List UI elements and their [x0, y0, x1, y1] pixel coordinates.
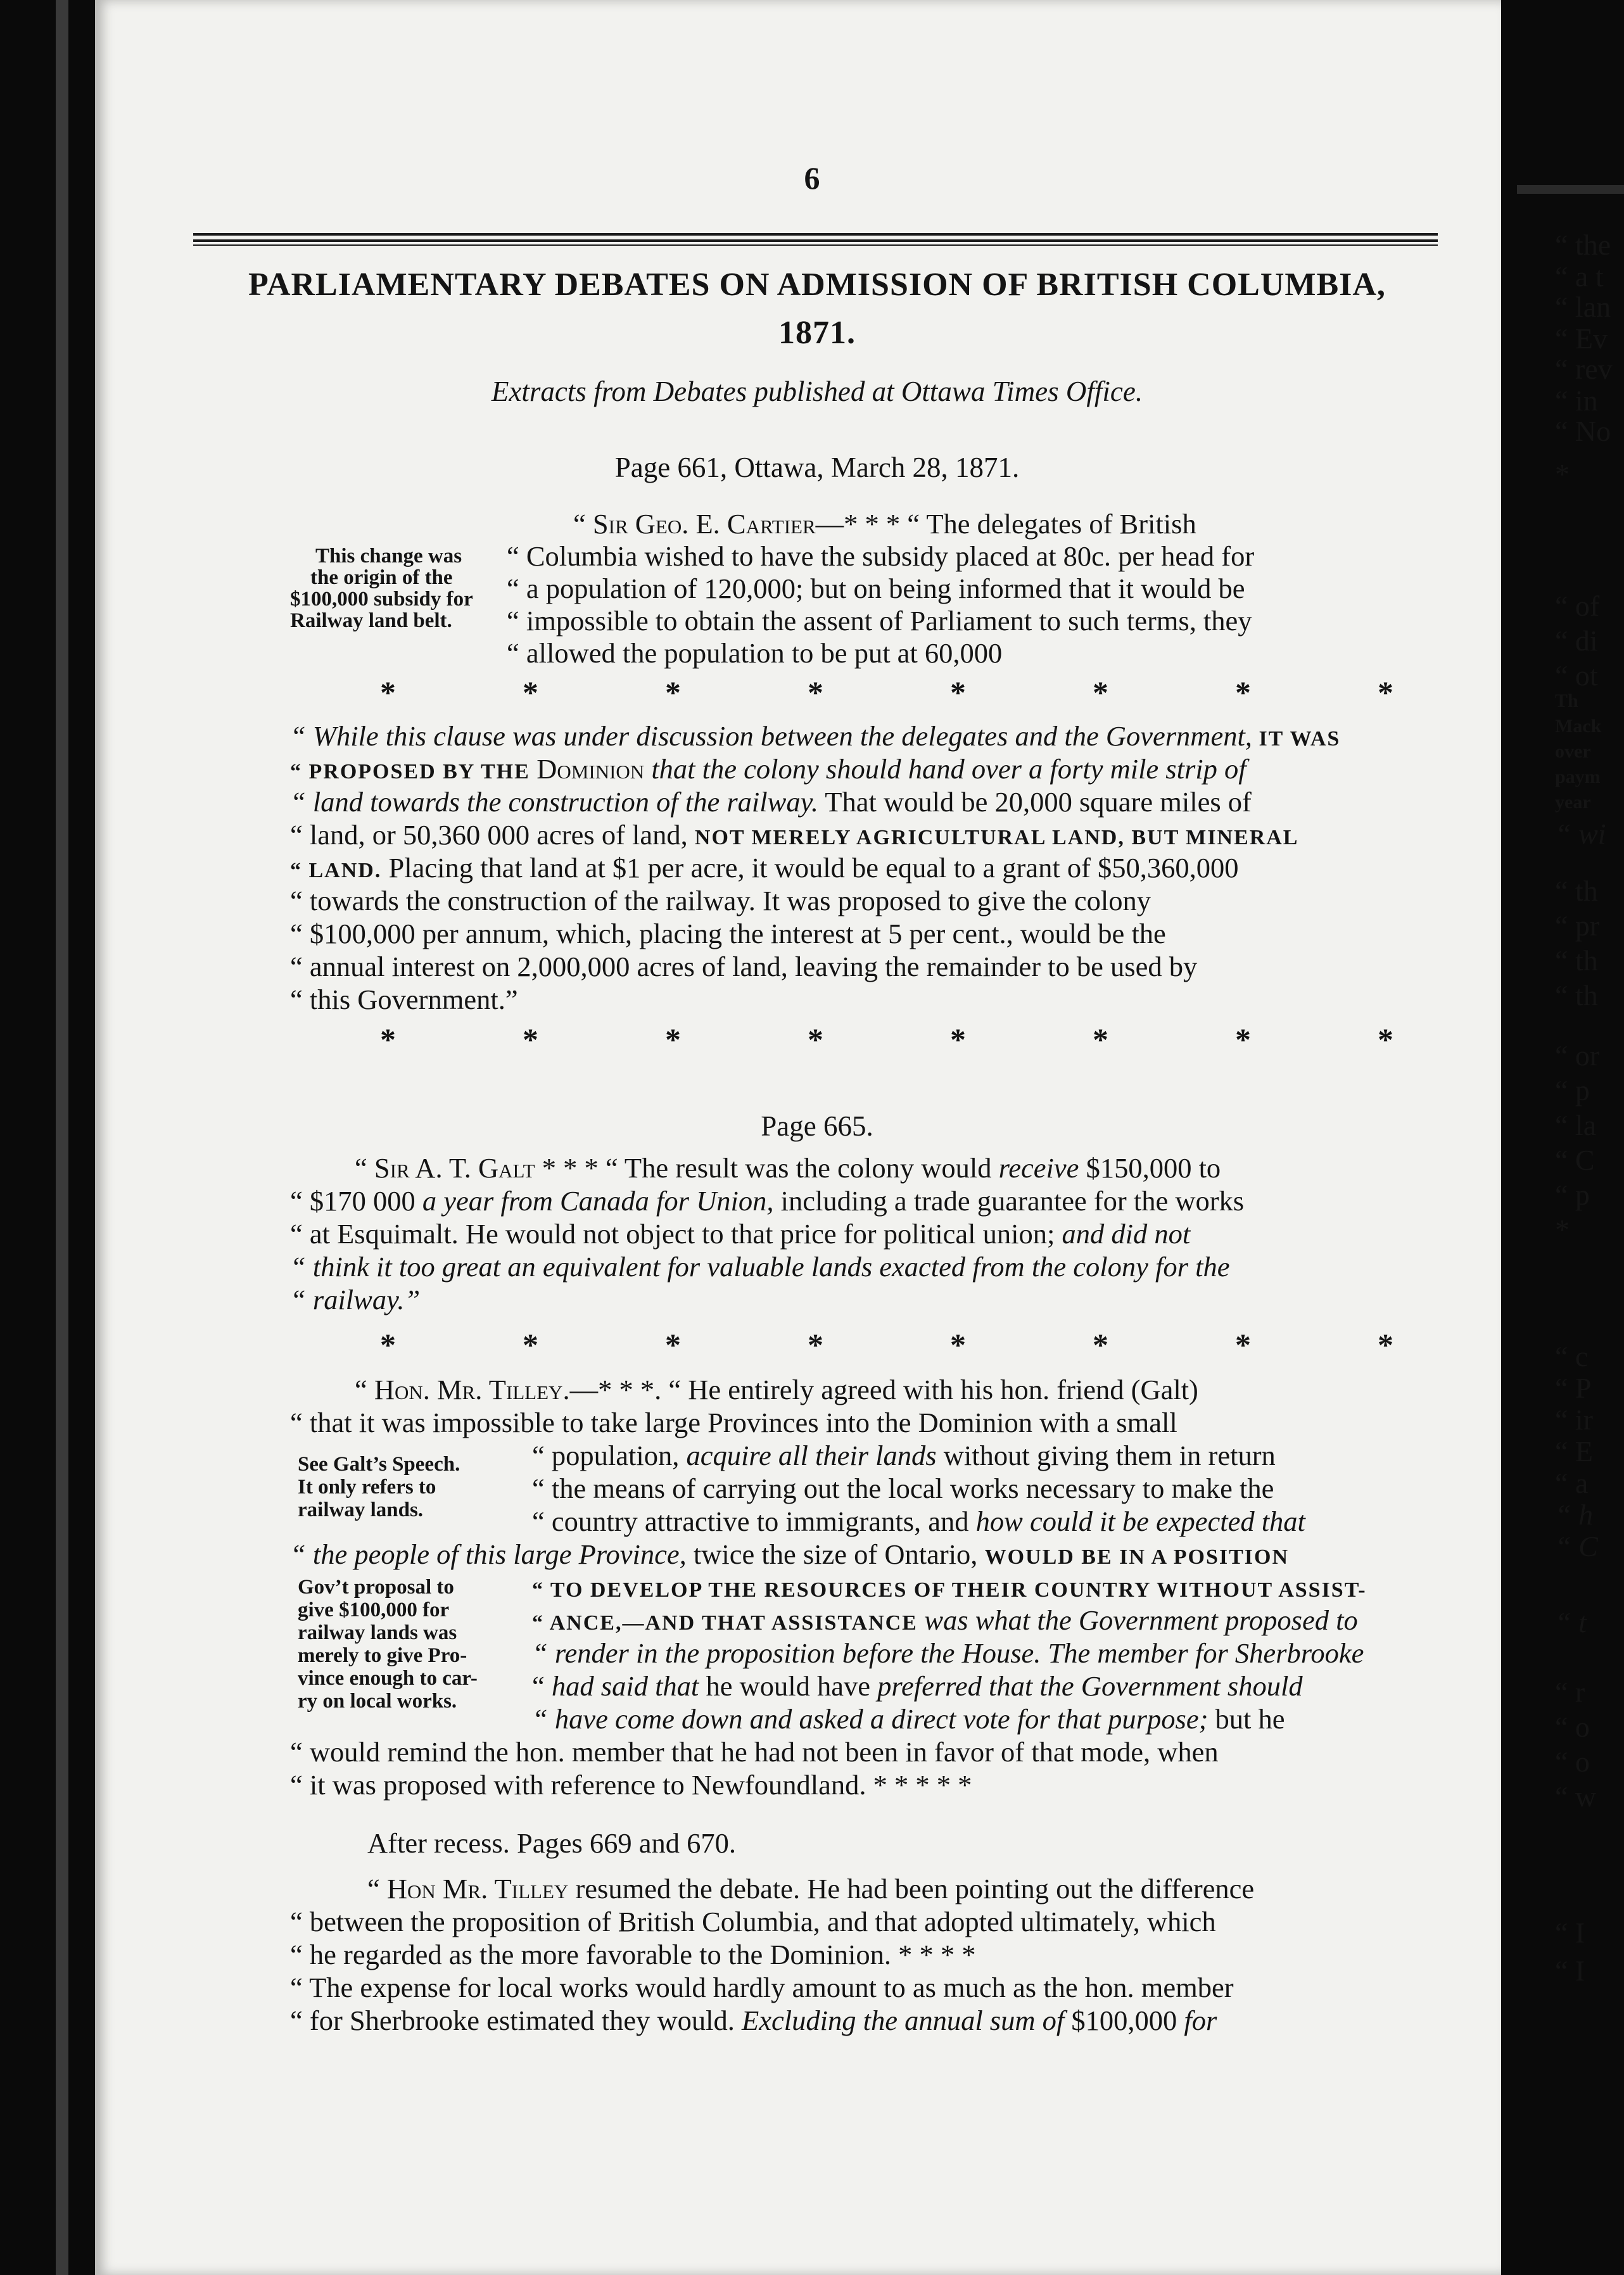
ellipsis-stars: * * * * * * * * — [380, 675, 1393, 710]
speaker-name: Sir A. T. Galt — [374, 1152, 535, 1184]
scan-binding-stripe — [56, 0, 68, 2275]
header-rule — [193, 239, 1438, 242]
section-heading-page-661: Page 661, Ottawa, March 28, 1871. — [614, 452, 1020, 483]
section-heading-after-recess: After recess. Pages 669 and 670. — [367, 1827, 737, 1859]
ellipsis-stars: * * * * * * * * — [380, 1327, 1393, 1362]
document-title: PARLIAMENTARY DEBATES ON ADMISSION OF BRITISH COLUMBIA, — [248, 267, 1386, 303]
speaker-name: Hon. Mr. Tilley — [374, 1374, 563, 1405]
document-subtitle: Extracts from Debates published at Ottawa Times Office. — [491, 376, 1143, 407]
speaker-name: Sir Geo. E. Cartier — [592, 508, 816, 540]
speaker-name: Hon Mr. Tilley — [386, 1873, 569, 1904]
scan-dark-border-left — [0, 0, 95, 2275]
ellipsis-stars: * * * * * * * * — [380, 1022, 1393, 1057]
document-title-year: 1871. — [778, 315, 856, 351]
section-heading-page-665: Page 665. — [761, 1110, 873, 1142]
header-rule — [193, 244, 1438, 246]
page-number: 6 — [804, 160, 820, 196]
header-rule — [193, 233, 1438, 236]
